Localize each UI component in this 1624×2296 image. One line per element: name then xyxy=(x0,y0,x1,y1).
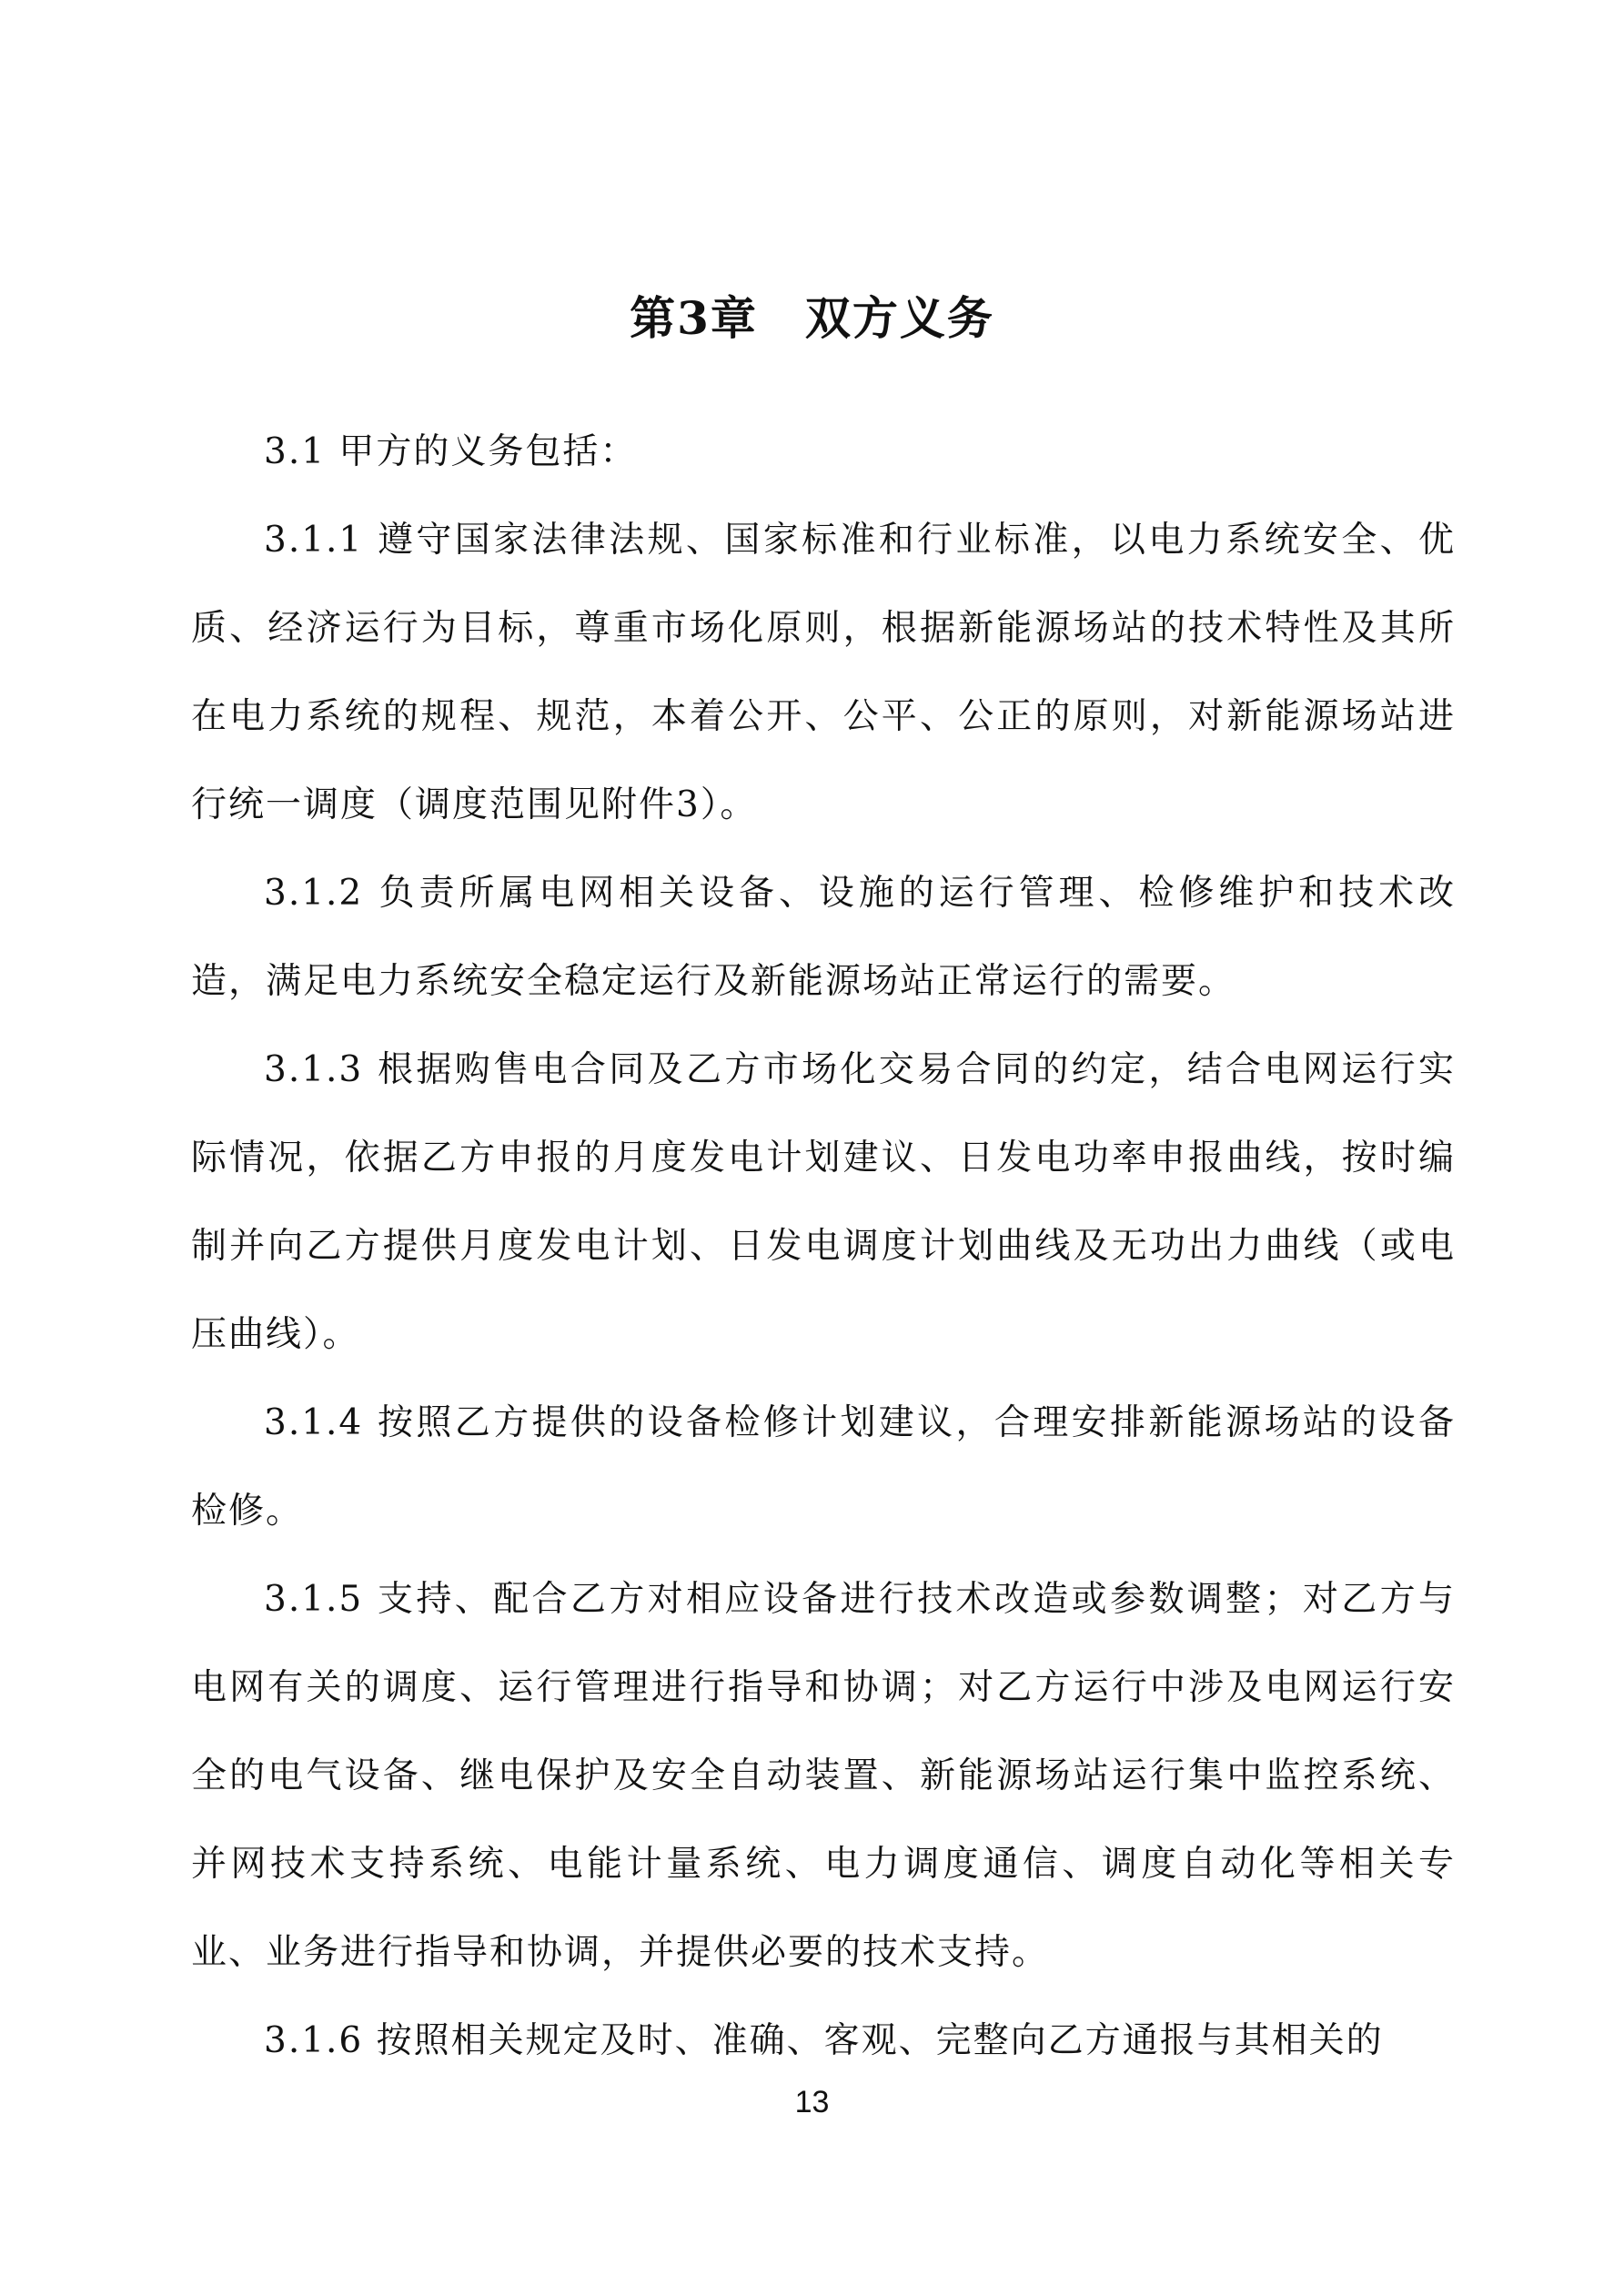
clause-3-1-1: 3.1.1 遵守国家法律法规、国家标准和行业标准，以电力系统安全、优质、经济运行为目标，尊重市场化原则，根据新能源场站的技术特性及其所在电力系统的规程、规范，本着公开、公平、公正的原则，对新能源场站进行统一调度（调度范围见附件3）。 xyxy=(191,520,1456,825)
body-text xyxy=(191,408,1456,2085)
clause-3-1-5: 3.1.5 支持、配合乙方对相应设备进行技术改造或参数调整；对乙方与电网有关的调度、运行管理进行指导和协调；对乙方运行中涉及电网运行安全的电气设备、继电保护及安全自动装置、新能源场站运行集中监控系统、并网技术支持系统、电能计量系统、电力调度通信、调度自动化等相关专业、业务进行指导和协调，并提供必要的技术支持。 xyxy=(191,1579,1456,1973)
chapter-title: 第3章 双方义务 xyxy=(630,291,994,345)
clause-3-1-2: 3.1.2 负责所属电网相关设备、设施的运行管理、检修维护和技术改造，满足电力系统安全稳定运行及新能源场站正常运行的需要。 xyxy=(191,873,1456,1002)
clause-3-1-3: 3.1.3 根据购售电合同及乙方市场化交易合同的约定，结合电网运行实际情况，依据乙方申报的月度发电计划建议、日发电功率申报曲线，按时编制并向乙方提供月度发电计划、日发电调度计划曲线及无功出力曲线（或电压曲线）。 xyxy=(191,1049,1456,1355)
clause-3-1: 3.1 甲方的义务包括： xyxy=(264,431,638,472)
page-number: 13 xyxy=(794,2085,830,2119)
clause-3-1-4: 3.1.4 按照乙方提供的设备检修计划建议，合理安排新能源场站的设备检修。 xyxy=(191,1402,1456,1532)
clause-3-1-6: 3.1.6 按照相关规定及时、准确、客观、完整向乙方通报与其相关的 xyxy=(264,2020,1384,2061)
